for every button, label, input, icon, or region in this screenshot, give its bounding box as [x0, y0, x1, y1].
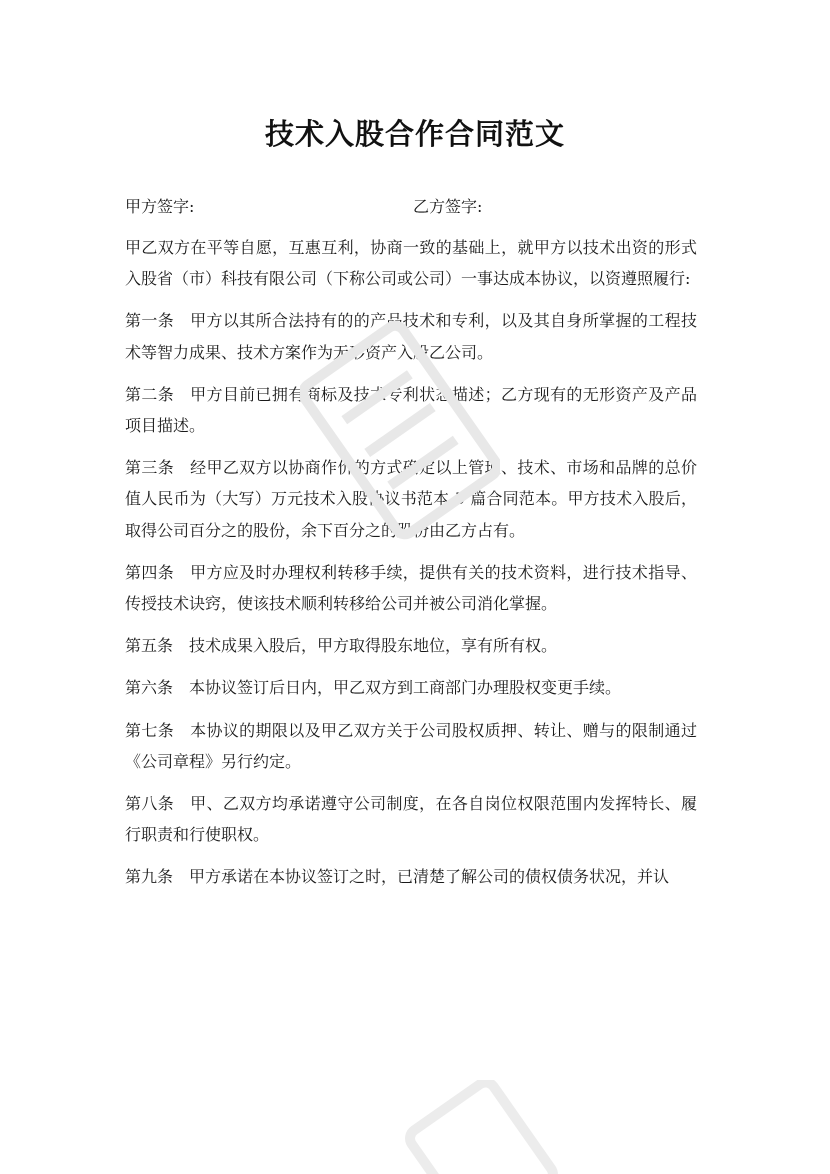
- paragraph-text: 技术成果入股后，甲方取得股东地位，享有所有权。: [189, 636, 558, 656]
- article-number: 第二条: [125, 384, 175, 404]
- contract-paragraph: [125, 452, 697, 546]
- article-number: 第九条: [125, 867, 174, 887]
- contract-paragraph: [125, 232, 697, 294]
- contract-paragraph: [125, 715, 697, 777]
- article-number: 第六条: [125, 678, 174, 698]
- contract-paragraph: [125, 379, 697, 441]
- paragraph-text: 甲方目前已拥有商标及技术专利状态描述；乙方现有的无形资产及产品项目描述。: [125, 384, 697, 436]
- article-number: 第八条: [125, 794, 175, 814]
- paragraph-text: 甲方以其所合法持有的的产品技术和专利，以及其自身所掌握的工程技术等智力成果、技术方案作为无形资产入股乙公司。: [125, 311, 697, 362]
- contract-paragraph: [125, 672, 697, 703]
- contract-paragraph: [125, 788, 697, 850]
- signature-row: [125, 194, 705, 220]
- contract-body: [125, 232, 697, 904]
- article-number: 第五条: [125, 636, 174, 656]
- article-number: 第四条: [125, 562, 175, 582]
- article-number: 第七条: [125, 720, 175, 740]
- paragraph-text: 经甲乙双方以协商作价的方式确定以上管理、技术、市场和品牌的总价值人民币为（大写）万元技术入股协议书范本 5 篇合同范本。甲方技术入股后，取得公司百分之的股份，余下百分之的股份由乙方占有。: [125, 458, 697, 540]
- contract-paragraph: [125, 305, 697, 367]
- paragraph-text: 本协议签订后日内，甲乙双方到工商部门办理股权变更手续。: [189, 678, 622, 698]
- paragraph-text: 甲、乙双方均承诺遵守公司制度，在各自岗位权限范围内发挥特长、履行职责和行使职权。: [125, 794, 697, 845]
- watermark-graphic-bottom: [380, 1080, 560, 1174]
- paragraph-text: 本协议的期限以及甲乙双方关于公司股权质押、转让、赠与的限制通过《公司章程》另行约定。: [125, 720, 697, 771]
- article-number: 第三条: [125, 458, 175, 478]
- party-b-signature-label: 乙方签字:: [413, 197, 483, 216]
- party-a-signature-label: 甲方签字:: [125, 197, 195, 216]
- paragraph-text: 甲方承诺在本协议签订之时，已清楚了解公司的债权债务状况，并认: [189, 867, 670, 887]
- contract-paragraph: [125, 861, 697, 892]
- contract-paragraph: [125, 557, 697, 619]
- paragraph-text: 甲方应及时办理权利转移手续，提供有关的技术资料，进行技术指导、传授技术诀窍，使该技术顺利转移给公司并被公司消化掌握。: [125, 562, 697, 614]
- document-title: 技术入股合作合同范文: [264, 117, 565, 151]
- paragraph-text: 甲乙双方在平等自愿，互惠互利，协商一致的基础上，就甲方以技术出资的形式入股省（市）科技有限公司（下称公司或公司）一事达成本协议，以资遵照履行:: [125, 238, 697, 289]
- contract-paragraph: [125, 630, 697, 661]
- article-number: 第一条: [125, 311, 175, 331]
